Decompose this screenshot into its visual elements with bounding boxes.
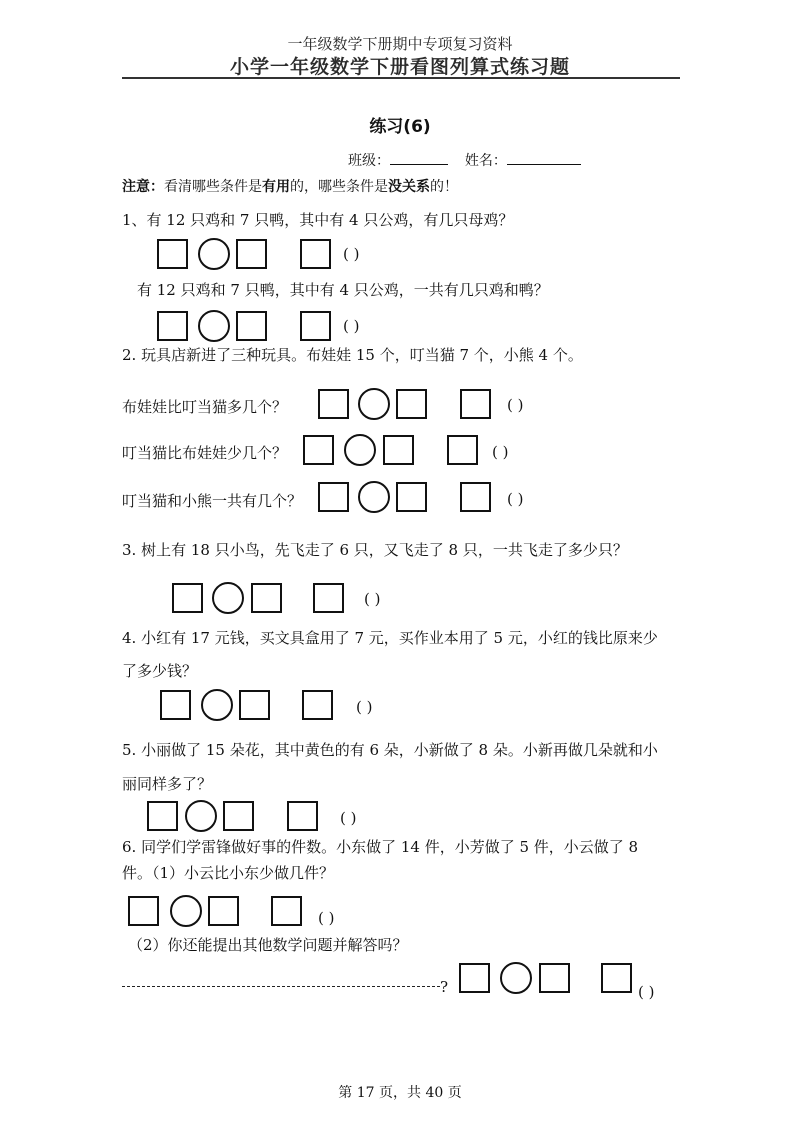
answer-paren[interactable]: ( ) (318, 909, 335, 927)
header-subtitle: 一年级数学下册期中专项复习资料 (287, 35, 513, 53)
answer-box[interactable] (459, 963, 490, 993)
answer-paren[interactable]: ( ) (492, 443, 509, 461)
result-box[interactable] (287, 801, 318, 831)
note-text: 的！ (430, 179, 458, 195)
result-box[interactable] (300, 311, 331, 341)
answer-box[interactable] (157, 239, 188, 269)
question-5-line2: 丽同样多了？ (122, 775, 213, 793)
class-label: 班级： (348, 153, 390, 169)
note-label: 注意： (122, 179, 164, 195)
result-box[interactable] (302, 690, 333, 720)
note-emphasis-useful: 有用 (262, 179, 290, 195)
answer-paren[interactable]: ( ) (507, 396, 524, 414)
operator-circle[interactable] (201, 689, 233, 721)
answer-box[interactable] (223, 801, 254, 831)
question-6-line2: 件。（1）小云比小东少做几件？ (122, 864, 335, 882)
class-field[interactable] (390, 150, 448, 165)
answer-paren[interactable]: ( ) (343, 245, 360, 263)
question-1b: 有 12 只鸡和 7 只鸭，其中有 4 只公鸡，一共有几只鸡和鸭？ (137, 281, 549, 299)
answer-box[interactable] (172, 583, 203, 613)
header-divider (122, 77, 680, 79)
answer-box[interactable] (396, 482, 427, 512)
header-title: 小学一年级数学下册看图列算式练习题 (229, 56, 570, 78)
result-box[interactable] (313, 583, 344, 613)
operator-circle[interactable] (212, 582, 244, 614)
note (122, 176, 458, 196)
answer-box[interactable] (318, 482, 349, 512)
question-5-line1: 5. 小丽做了 15 朵花，其中黄色的有 6 朵，小新做了 8 朵。小新再做几朵就和小 (122, 741, 658, 759)
operator-circle[interactable] (500, 962, 532, 994)
question-4-line1: 4. 小红有 17 元钱，买文具盒用了 7 元，买作业本用了 5 元，小红的钱比原来少 (122, 629, 658, 647)
answer-box[interactable] (251, 583, 282, 613)
note-emphasis-irrelevant: 没关系 (388, 179, 430, 195)
operator-circle[interactable] (344, 434, 376, 466)
question-6-part2: （2）你还能提出其他数学问题并解答吗？ (128, 936, 408, 954)
answer-paren[interactable]: ( ) (343, 317, 360, 335)
answer-paren[interactable]: ( ) (507, 490, 524, 508)
operator-circle[interactable] (170, 895, 202, 927)
worksheet-title: 练习(6) (369, 117, 431, 137)
answer-paren[interactable]: ( ) (340, 809, 357, 827)
answer-box[interactable] (239, 690, 270, 720)
answer-box[interactable] (303, 435, 334, 465)
answer-box[interactable] (128, 896, 159, 926)
answer-box[interactable] (383, 435, 414, 465)
operator-circle[interactable] (358, 388, 390, 420)
result-box[interactable] (300, 239, 331, 269)
answer-box[interactable] (396, 389, 427, 419)
name-field[interactable] (507, 150, 581, 165)
question-3: 3. 树上有 18 只小鸟，先飞走了 6 只，又飞走了 8 只，一共飞走了多少只？ (122, 541, 628, 559)
operator-circle[interactable] (198, 310, 230, 342)
page-number: 第 17 页，共 40 页 (338, 1085, 462, 1101)
answer-box[interactable] (539, 963, 570, 993)
note-text: 看清哪些条件是 (164, 179, 262, 195)
question-mark: ? (440, 978, 449, 996)
note-text: 的，哪些条件是 (290, 179, 388, 195)
student-info (348, 150, 581, 170)
operator-circle[interactable] (358, 481, 390, 513)
answer-paren[interactable]: ( ) (356, 698, 373, 716)
answer-paren[interactable]: ( ) (638, 983, 655, 1001)
answer-box[interactable] (157, 311, 188, 341)
operator-circle[interactable] (198, 238, 230, 270)
answer-box[interactable] (147, 801, 178, 831)
answer-box[interactable] (208, 896, 239, 926)
answer-paren[interactable]: ( ) (364, 590, 381, 608)
question-2b: 叮当猫比布娃娃少几个？ (122, 444, 288, 462)
question-2c: 叮当猫和小熊一共有几个？ (122, 492, 303, 510)
answer-box[interactable] (318, 389, 349, 419)
question-2a: 布娃娃比叮当猫多几个？ (122, 398, 288, 416)
answer-box[interactable] (236, 311, 267, 341)
name-label: 姓名： (464, 153, 507, 169)
question-6-line1: 6. 同学们学雷锋做好事的件数。小东做了 14 件，小芳做了 5 件，小云做了 8 (122, 838, 639, 856)
answer-box[interactable] (236, 239, 267, 269)
result-box[interactable] (460, 389, 491, 419)
result-box[interactable] (447, 435, 478, 465)
write-in-line[interactable] (122, 986, 440, 987)
question-4-line2: 了多少钱？ (122, 662, 198, 680)
operator-circle[interactable] (185, 800, 217, 832)
answer-box[interactable] (160, 690, 191, 720)
question-1: 1、有 12 只鸡和 7 只鸭，其中有 4 只公鸡，有几只母鸡？ (122, 211, 514, 229)
result-box[interactable] (460, 482, 491, 512)
question-2: 2. 玩具店新进了三种玩具。布娃娃 15 个，叮当猫 7 个，小熊 4 个。 (122, 346, 583, 364)
result-box[interactable] (601, 963, 632, 993)
result-box[interactable] (271, 896, 302, 926)
